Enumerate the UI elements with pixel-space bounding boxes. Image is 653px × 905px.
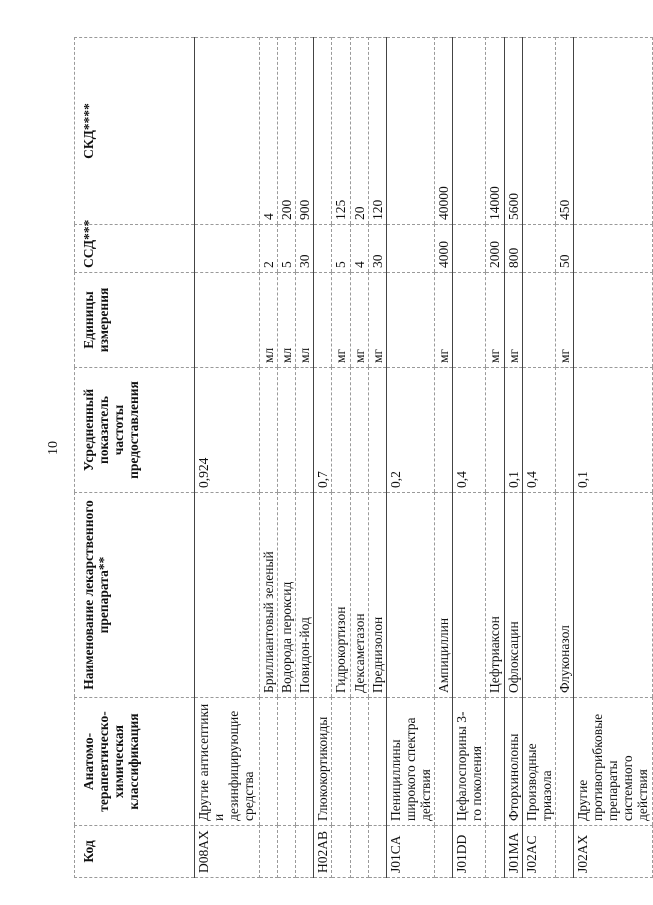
- ssd-cell: 5: [332, 225, 350, 273]
- frequency-cell: 0,4: [453, 368, 486, 493]
- unit-cell: мл: [260, 273, 278, 368]
- atc-cell: Производные триазола: [522, 698, 555, 826]
- unit-cell: мг: [350, 273, 368, 368]
- unit-cell: мл: [296, 273, 314, 368]
- skd-cell: 14000: [486, 38, 504, 225]
- atc-cell: Глюкокортикоиды: [314, 698, 332, 826]
- table-row: [435, 38, 453, 878]
- table-row-j02ac: [522, 38, 555, 878]
- drug-name: Бриллиантовый зеленый: [260, 493, 278, 698]
- ssd-cell: 5: [278, 225, 296, 273]
- unit-cell: мг: [368, 273, 386, 368]
- unit-cell: мг: [504, 273, 522, 368]
- header-atc: Анатомо-терапевтическо-химическая классификация: [75, 698, 195, 826]
- drug-name: Водорода пероксид: [278, 493, 296, 698]
- code-cell: J01MA: [504, 826, 522, 878]
- table-row: [260, 38, 278, 878]
- page-number: 10: [46, 441, 61, 455]
- skd-cell: 125: [332, 38, 350, 225]
- table-row: [368, 38, 386, 878]
- frequency-cell: 0,1: [504, 368, 522, 493]
- ssd-cell: 30: [368, 225, 386, 273]
- table-row: [332, 38, 350, 878]
- unit-cell: мл: [278, 273, 296, 368]
- drug-name: Цефтриаксон: [486, 493, 504, 698]
- code-cell: H02AB: [314, 826, 332, 878]
- unit-cell: мг: [555, 273, 573, 368]
- rotated-page: [74, 38, 651, 878]
- atc-cell: Фторхинолоны: [504, 698, 522, 826]
- drug-name: Гидрокортизон: [332, 493, 350, 698]
- drug-name: Флуконазол: [555, 493, 573, 698]
- table-row-d08ax: [195, 38, 260, 878]
- table-row-h02ab: [314, 38, 332, 878]
- ssd-cell: 2000: [486, 225, 504, 273]
- ssd-cell: 2: [260, 225, 278, 273]
- header-frequency: Усредненный показатель частоты предоставления: [75, 368, 195, 493]
- ssd-cell: 30: [296, 225, 314, 273]
- table-row-j01ma: [504, 38, 522, 878]
- unit-cell: мг: [332, 273, 350, 368]
- code-cell: J02AX: [573, 826, 652, 878]
- skd-cell: 40000: [435, 38, 453, 225]
- skd-cell: 20: [350, 38, 368, 225]
- ssd-cell: 800: [504, 225, 522, 273]
- atc-cell: Другие антисептики и дезинфицирующие средства: [195, 698, 260, 826]
- table-row: [278, 38, 296, 878]
- header-drug: Наименование лекарственного препарата**: [75, 493, 195, 698]
- drug-name: Повидон-йод: [296, 493, 314, 698]
- ssd-cell: 50: [555, 225, 573, 273]
- drug-name: Преднизолон: [368, 493, 386, 698]
- atc-cell: Другие противогрибковые препараты системного действия: [573, 698, 652, 826]
- code-cell: D08AX: [195, 826, 260, 878]
- code-cell: J02AC: [522, 826, 555, 878]
- ssd-cell: 4000: [435, 225, 453, 273]
- skd-cell: 450: [555, 38, 573, 225]
- table-header-row: [75, 38, 195, 878]
- header-code: Код: [75, 826, 195, 878]
- skd-cell: 200: [278, 38, 296, 225]
- atc-cell: Пенициллины широкого спектра действия: [386, 698, 434, 826]
- skd-cell: 900: [296, 38, 314, 225]
- drug-name: Дексаметазон: [350, 493, 368, 698]
- drug-cell: [195, 493, 260, 698]
- frequency-cell: 0,7: [314, 368, 332, 493]
- frequency-cell: 0,924: [195, 368, 260, 493]
- table-row: [486, 38, 504, 878]
- skd-cell: 5600: [504, 38, 522, 225]
- frequency-cell: 0,2: [386, 368, 434, 493]
- header-ssd: ССД***: [75, 225, 195, 273]
- header-skd: СКД****: [75, 38, 195, 225]
- table-row-j01dd: [453, 38, 486, 878]
- frequency-cell: 0,1: [573, 368, 652, 493]
- drug-name: Ампициллин: [435, 493, 453, 698]
- atc-cell: Цефалоспорины 3-го поколения: [453, 698, 486, 826]
- unit-cell: мг: [486, 273, 504, 368]
- skd-cell: 120: [368, 38, 386, 225]
- frequency-cell: 0,4: [522, 368, 555, 493]
- table-row-j02ax: [573, 38, 652, 878]
- medication-standard-table: [74, 37, 653, 878]
- table-row: [555, 38, 573, 878]
- skd-cell: 4: [260, 38, 278, 225]
- unit-cell: мг: [435, 273, 453, 368]
- ssd-cell: 4: [350, 225, 368, 273]
- code-cell: J01CA: [386, 826, 434, 878]
- table-row: [296, 38, 314, 878]
- table-row: [350, 38, 368, 878]
- header-unit: Единицы измерения: [75, 273, 195, 368]
- code-cell: J01DD: [453, 826, 486, 878]
- drug-name: Офлоксацин: [504, 493, 522, 698]
- table-row-j01ca: [386, 38, 434, 878]
